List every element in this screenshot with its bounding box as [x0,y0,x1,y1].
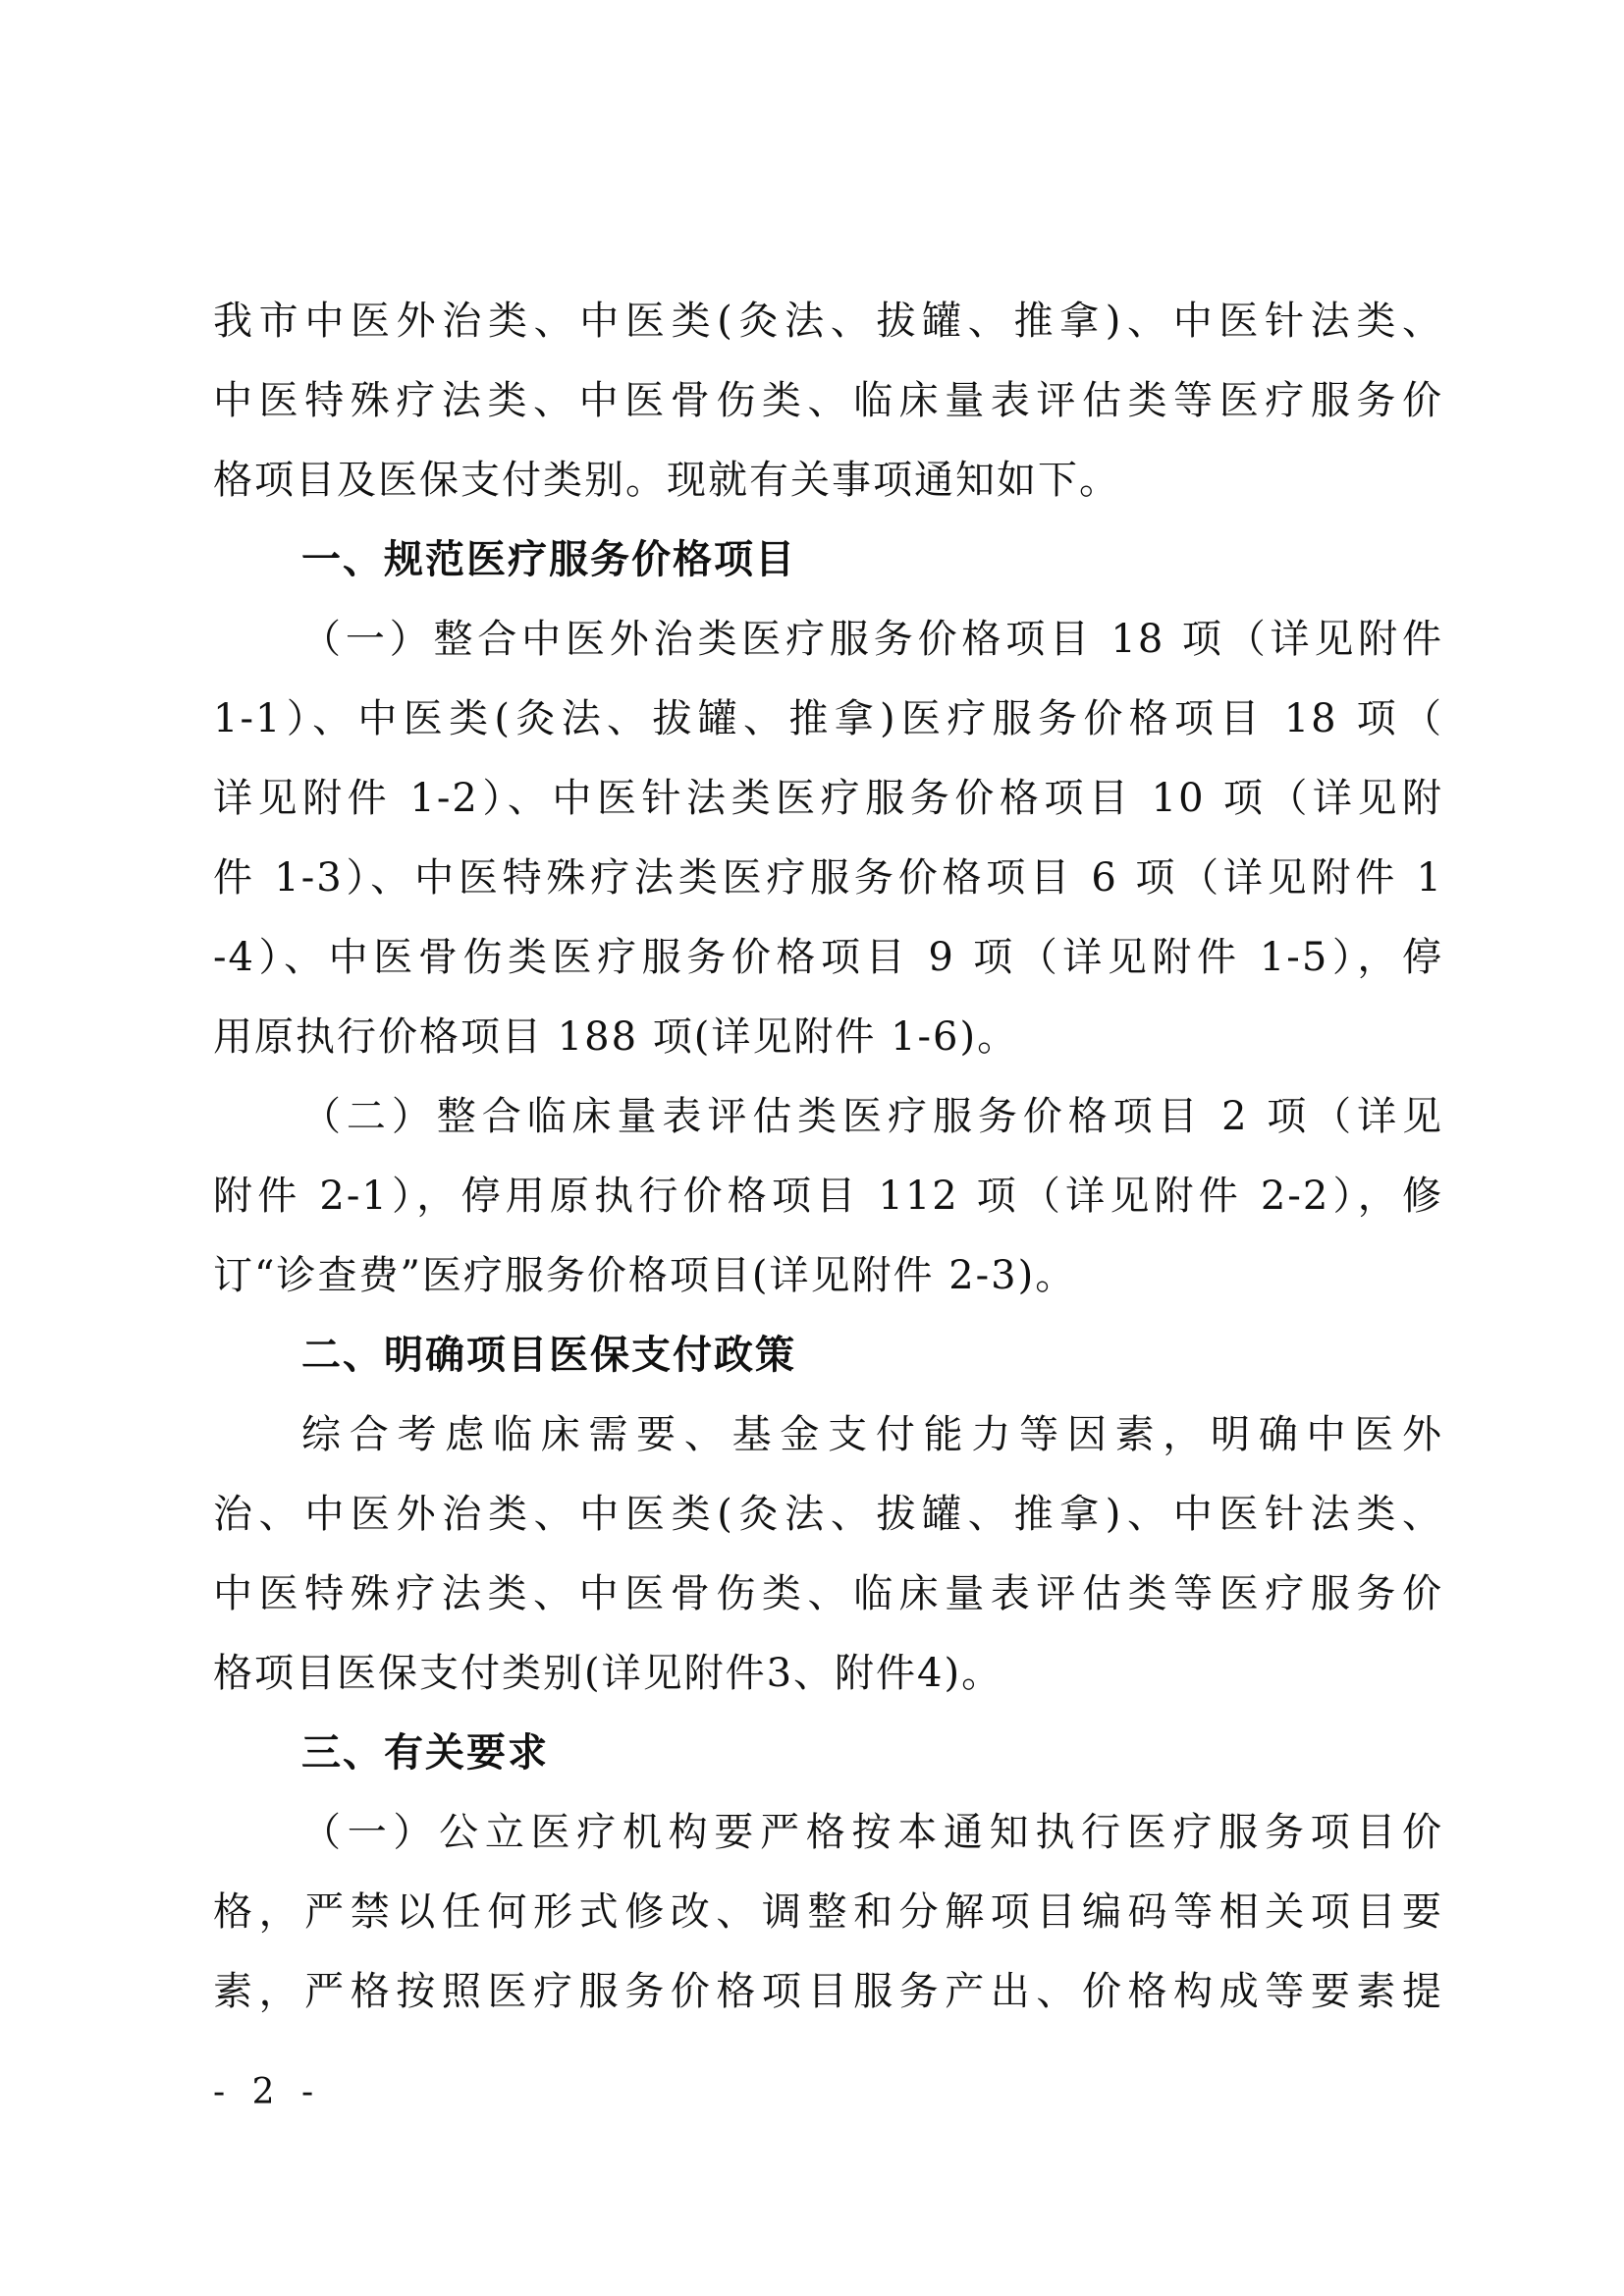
text-line: 素，严格按照医疗服务价格项目服务产出、价格构成等要素提 [213,1969,1443,2014]
section-heading: 二、明确项目医保支付政策 [301,1333,796,1378]
text-line: 中医特殊疗法类、中医骨伤类、临床量表评估类等医疗服务价 [213,378,1443,423]
text-line: 格项目及医保支付类别。现就有关事项通知如下。 [213,458,1120,503]
page-number: - 2 - [213,2072,322,2112]
section-heading: 三、有关要求 [301,1730,549,1776]
text-line: 附件 2-1），停用原执行价格项目 112 项（详见附件 2-2），修 [213,1174,1443,1219]
text-line: （一）公立医疗机构要严格按本通知执行医疗服务项目价 [301,1810,1443,1855]
text-line: 治、中医外治类、中医类(灸法、拔罐、推拿)、中医针法类、 [213,1492,1443,1537]
text-line: （一）整合中医外治类医疗服务价格项目 18 项（详见附件 [301,617,1443,662]
text-line: 中医特殊疗法类、中医骨伤类、临床量表评估类等医疗服务价 [213,1571,1443,1616]
text-line: -4）、中医骨伤类医疗服务价格项目 9 项（详见附件 1-5），停 [213,935,1443,980]
text-line: 我市中医外治类、中医类(灸法、拔罐、推拿)、中医针法类、 [213,299,1443,344]
text-line: 用原执行价格项目 188 项(详见附件 1-6)。 [213,1014,1019,1060]
section-heading: 一、规范医疗服务价格项目 [301,537,796,582]
text-line: （二）整合临床量表评估类医疗服务价格项目 2 项（详见 [301,1094,1443,1139]
text-line: 格项目医保支付类别(详见附件3、附件4)。 [213,1651,1003,1696]
text-line: 件 1-3）、中医特殊疗法类医疗服务价格项目 6 项（详见附件 1 [213,855,1443,901]
text-line: 格，严禁以任何形式修改、调整和分解项目编码等相关项目要 [213,1889,1443,1935]
text-line: 订“诊查费”医疗服务价格项目(详见附件 2-3)。 [213,1253,1077,1298]
text-line: 详见附件 1-2）、中医针法类医疗服务价格项目 10 项（详见附 [213,776,1443,821]
text-line: 综合考虑临床需要、基金支付能力等因素，明确中医外 [301,1412,1443,1457]
document-body [213,282,1443,2032]
text-line: 1-1）、中医类(灸法、拔罐、推拿)医疗服务价格项目 18 项（ [213,696,1443,741]
